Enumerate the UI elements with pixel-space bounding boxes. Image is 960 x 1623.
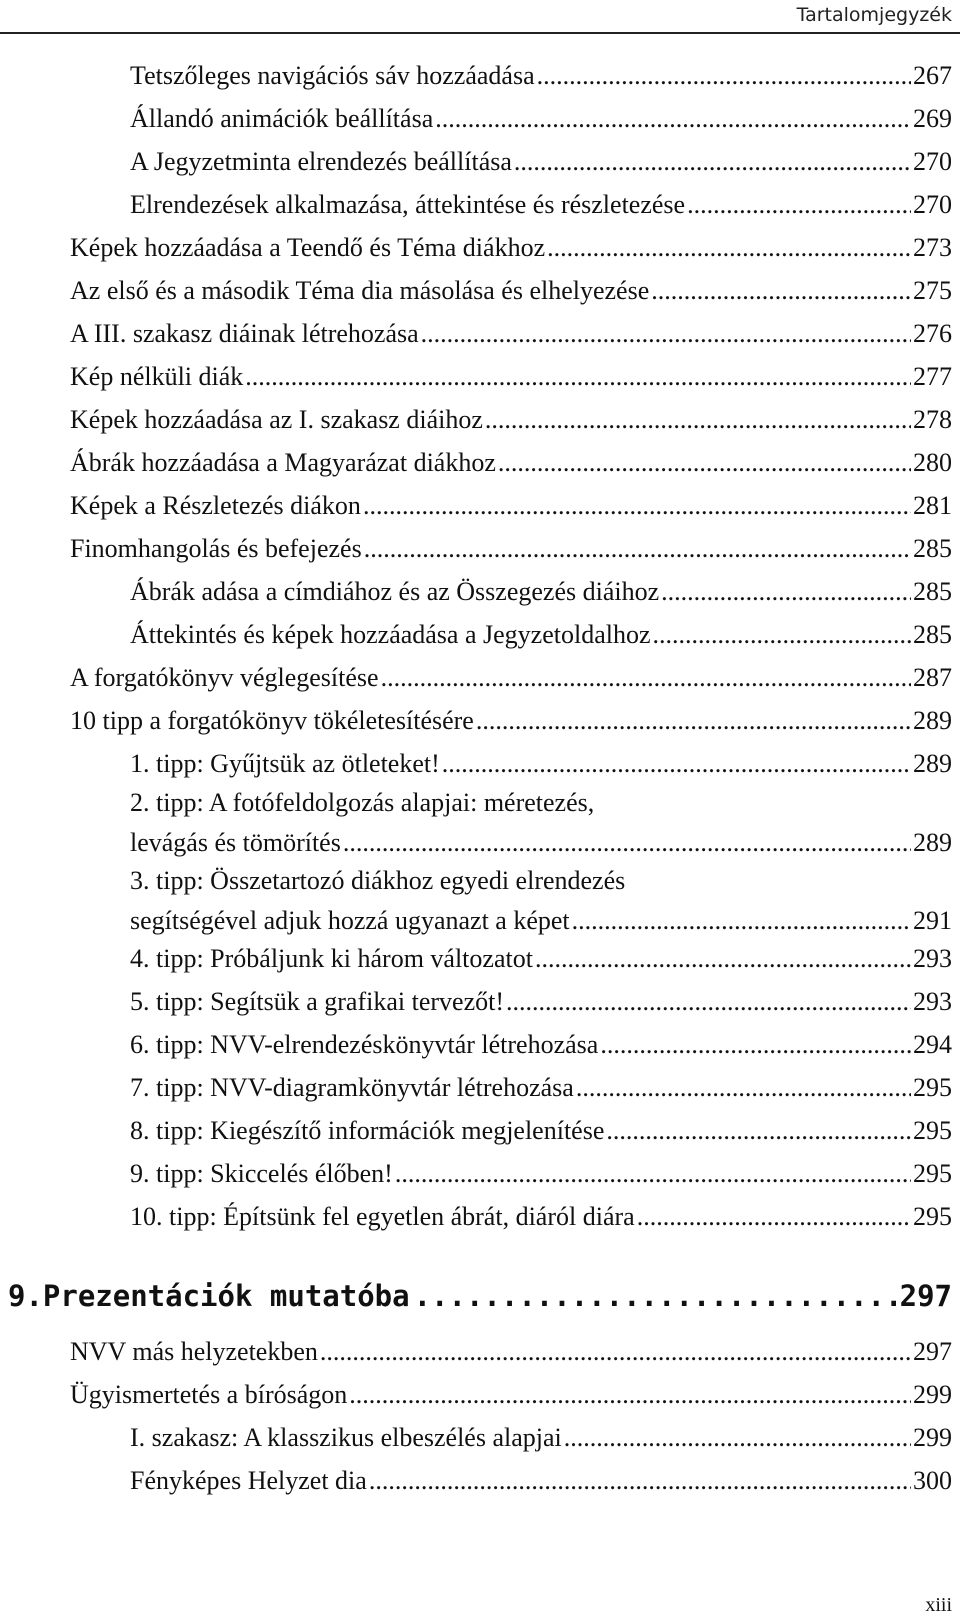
toc-entry-title: Ábrák hozzáadása a Magyarázat diákhoz [70,448,496,477]
toc-entry-title: Ügyismertetés a bíróságon [70,1380,348,1409]
toc-entry-page: 297 [913,1337,952,1366]
toc-entry-title: 7. tipp: NVV-diagramkönyvtár létrehozása [130,1073,574,1102]
toc-entry-page: 267 [913,61,952,90]
toc-entry-title: Finomhangolás és befejezés [70,534,362,563]
toc-entry[interactable] [70,1330,952,1374]
chapter-page: 297 [899,1279,952,1313]
leader-dots [442,742,911,786]
toc-entry-page: 281 [913,491,952,520]
toc-entry-title: Tetszőleges navigációs sáv hozzáadása [130,61,535,90]
toc-entry-title: 10 tipp a forgatókönyv tökéletesítésére [70,706,474,735]
toc-entry-page: 285 [913,577,952,606]
toc-entry-title: Az első és a második Téma dia másolása és elhelyezése [70,276,650,305]
toc-entry-page: 270 [913,190,952,219]
toc-entry-page: 294 [913,1030,952,1059]
toc-entry[interactable] [70,226,952,270]
toc-entry[interactable] [130,570,952,614]
toc-entry-title: 9. tipp: Skiccelés élőben! [130,1159,393,1188]
page-number: xiii [925,1594,952,1616]
toc-entry[interactable] [130,613,952,657]
toc-entry[interactable] [70,527,952,571]
toc-entry-title: NVV más helyzetekben [70,1337,318,1366]
toc-entry-page: 280 [913,448,952,477]
toc-entry-title: 6. tipp: NVV-elrendezéskönyvtár létrehozása [130,1030,599,1059]
leader-dots [576,1066,911,1110]
leader-dots [537,54,911,98]
toc-entry-page: 295 [913,1202,952,1231]
leader-dots [535,937,911,981]
running-header-title: Tartalomjegyzék [796,4,952,26]
toc-entry-page: 291 [913,906,952,935]
toc-entry[interactable] [130,1459,952,1503]
toc-entry-two-line[interactable] [130,783,952,867]
leader-dots [320,1330,911,1374]
toc-entry[interactable] [130,1195,952,1239]
leader-dots [414,1274,896,1318]
toc-entry-title: 10. tipp: Építsünk fel egyetlen ábrát, diáról diára [130,1202,635,1231]
toc-entry-page: 295 [913,1116,952,1145]
leader-dots [687,183,911,227]
leader-dots [421,312,911,356]
leader-dots [364,527,911,571]
toc-entry-title: Kép nélküli diák [70,362,244,391]
toc-entry-title-line2: levágás és tömörítés [130,828,341,857]
toc-entry-page: 299 [913,1380,952,1409]
leader-dots [514,140,911,184]
toc-entry-two-line[interactable] [130,861,952,945]
toc-entry-title: 8. tipp: Kiegészítő információk megjelenítése [130,1116,605,1145]
leader-dots [564,1416,911,1460]
toc-entry-page: 289 [913,828,952,857]
toc-entry-title: Állandó animációk beállítása [130,104,434,133]
toc-entry-title: Áttekintés és képek hozzáadása a Jegyzetoldalhoz [130,620,651,649]
toc-entry-page: 289 [913,706,952,735]
toc-entry-title: Elrendezések alkalmazása, áttekintése és részletezése [130,190,686,219]
leader-dots [600,1023,911,1067]
toc-entry[interactable] [70,398,952,442]
leader-dots [606,1109,911,1153]
toc-entry-title: 5. tipp: Segítsük a grafikai tervezőt! [130,987,505,1016]
toc-entry[interactable] [70,1373,952,1417]
leader-dots [363,484,911,528]
toc-entry[interactable] [70,656,952,700]
toc-entry-page: 285 [913,620,952,649]
toc-entry[interactable] [70,312,952,356]
leader-dots [245,355,911,399]
toc-entry-title: Képek hozzáadása a Teendő és Téma diákhoz [70,233,546,262]
toc-entry-title-line1: 3. tipp: Összetartozó diákhoz egyedi elrendezés [130,866,626,895]
toc-entry[interactable] [130,1416,952,1460]
toc-entry-title: 1. tipp: Gyűjtsük az ötleteket! [130,749,440,778]
toc-entry-page: 276 [913,319,952,348]
toc-entry[interactable] [70,699,952,743]
toc-entry[interactable] [130,742,952,786]
toc-entry[interactable] [130,980,952,1024]
toc-entry-page: 285 [913,534,952,563]
toc-entry-title: Képek a Részletezés diákon [70,491,361,520]
toc-entry[interactable] [130,937,952,981]
toc-entry-title: I. szakasz: A klasszikus elbeszélés alapjai [130,1423,562,1452]
leader-dots [343,823,911,863]
toc-entry-page: 295 [913,1073,952,1102]
toc-entry-title: A forgatókönyv véglegesítése [70,663,379,692]
toc-entry[interactable] [130,54,952,98]
leader-dots [476,699,911,743]
toc-entry-page: 277 [913,362,952,391]
toc-entry-title-line1: 2. tipp: A fotófeldolgozás alapjai: méretezés, [130,788,595,817]
toc-entry-page: 287 [913,663,952,692]
toc-entry-page: 295 [913,1159,952,1188]
leader-dots [547,226,911,270]
toc-entry-page: 270 [913,147,952,176]
leader-dots [381,656,911,700]
toc-entry-page: 299 [913,1423,952,1452]
toc-entry-title: A III. szakasz diáinak létrehozása [70,319,419,348]
toc-entry-page: 289 [913,749,952,778]
toc-entry[interactable] [130,140,952,184]
toc-entry[interactable] [130,183,952,227]
toc-entry[interactable] [130,1066,952,1110]
leader-dots [653,613,912,657]
toc-entry-page: 273 [913,233,952,262]
leader-dots [435,97,911,141]
toc-entry-title: Képek hozzáadása az I. szakasz diáihoz [70,405,483,434]
toc-entry[interactable] [130,1152,952,1196]
leader-dots [506,980,911,1024]
toc-entry-title: 4. tipp: Próbáljunk ki három változatot [130,944,533,973]
leader-dots [637,1195,911,1239]
leader-dots [572,901,911,941]
toc-entry-title: Fényképes Helyzet dia [130,1466,367,1495]
toc-entry[interactable] [130,97,952,141]
toc-entry[interactable] [70,269,952,313]
leader-dots [395,1152,911,1196]
toc-entry-page: 275 [913,276,952,305]
toc-entry-page: 293 [913,987,952,1016]
chapter-title: Prezentációk mutatóba [42,1279,410,1313]
toc-entry-page: 269 [913,104,952,133]
toc-entry[interactable] [70,355,952,399]
leader-dots [651,269,911,313]
chapter-number: 9. [8,1279,43,1313]
leader-dots [498,441,911,485]
header-divider [0,32,960,34]
toc-entry-title-line2: segítségével adjuk hozzá ugyanazt a képet [130,906,570,935]
leader-dots [369,1459,911,1503]
leader-dots [485,398,911,442]
toc-entry-page: 293 [913,944,952,973]
toc-entry-page: 300 [913,1466,952,1495]
toc-entry[interactable] [130,1109,952,1153]
toc-entry[interactable] [70,484,952,528]
toc-entry-page: 278 [913,405,952,434]
toc-entry-title: A Jegyzetminta elrendezés beállítása [130,147,512,176]
toc-entry-title: Ábrák adása a címdiához és az Összegezés diáihoz [130,577,660,606]
leader-dots [349,1373,911,1417]
toc-entry[interactable] [70,441,952,485]
leader-dots [661,570,911,614]
toc-entry[interactable] [130,1023,952,1067]
chapter-heading[interactable] [8,1274,952,1318]
